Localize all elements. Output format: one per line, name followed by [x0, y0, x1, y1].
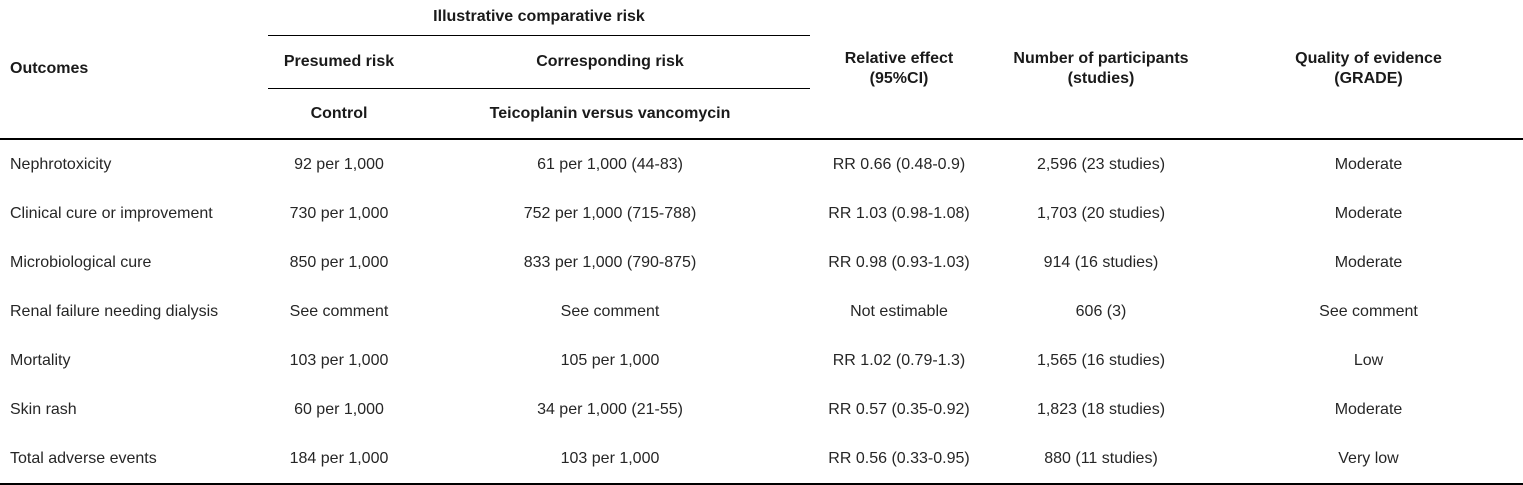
table-row	[0, 238, 1523, 287]
cell-relative-effect: RR 0.56 (0.33-0.95)	[810, 434, 988, 484]
cell-outcome: Microbiological cure	[10, 253, 152, 271]
table-row	[0, 189, 1523, 238]
cell-corresponding-risk: 752 per 1,000 (715-788)	[523, 204, 697, 222]
cell-corresponding-risk: 103 per 1,000	[410, 434, 810, 484]
header-relative-effect-line1: Relative effect	[844, 50, 954, 67]
header-participants	[988, 0, 1214, 139]
cell-quality: Very low	[1214, 434, 1523, 484]
table-row	[0, 287, 1523, 336]
table-row	[0, 336, 1523, 385]
cell-participants: 880 (11 studies)	[988, 434, 1214, 484]
cell-relative-effect: RR 0.66 (0.48-0.9)	[832, 155, 966, 173]
table-row	[0, 434, 1523, 484]
cell-quality: See comment	[1319, 302, 1418, 320]
cell-presumed-risk: 730 per 1,000	[289, 204, 389, 222]
cell-presumed-risk: 850 per 1,000	[289, 253, 389, 271]
cell-outcome: Nephrotoxicity	[10, 155, 112, 173]
cell-relative-effect: RR 1.02 (0.79-1.3)	[832, 351, 966, 369]
cell-outcome: Mortality	[10, 351, 71, 369]
cell-corresponding-risk: 833 per 1,000 (790-875)	[523, 253, 697, 271]
cell-presumed-risk: 184 per 1,000	[268, 434, 410, 484]
cell-outcome: Total adverse events	[0, 434, 268, 484]
cell-presumed-risk: See comment	[289, 302, 389, 320]
cell-corresponding-risk: See comment	[560, 302, 660, 320]
cell-participants: 914 (16 studies)	[1043, 253, 1159, 271]
header-relative-effect	[810, 0, 988, 139]
cell-quality: Low	[1353, 351, 1384, 369]
table-row	[0, 385, 1523, 434]
cell-quality: Moderate	[1334, 253, 1403, 271]
header-presumed-risk: Presumed risk	[268, 36, 410, 89]
cell-corresponding-risk: 61 per 1,000 (44-83)	[537, 155, 683, 173]
header-comparison: Teicoplanin versus vancomycin	[410, 89, 810, 140]
header-control: Control	[268, 89, 410, 140]
cell-relative-effect: RR 0.98 (0.93-1.03)	[828, 253, 970, 271]
cell-participants: 1,565 (16 studies)	[1036, 351, 1166, 369]
cell-corresponding-risk: 34 per 1,000 (21-55)	[537, 400, 683, 418]
cell-quality: Moderate	[1334, 204, 1403, 222]
cell-presumed-risk: 60 per 1,000	[294, 400, 384, 418]
header-illustrative-comparative-risk: Illustrative comparative risk	[268, 0, 810, 36]
header-outcomes: Outcomes	[0, 0, 268, 139]
table-row	[0, 139, 1523, 189]
cell-presumed-risk: 103 per 1,000	[289, 351, 389, 369]
header-quality	[1214, 0, 1523, 139]
cell-corresponding-risk: 105 per 1,000	[560, 351, 660, 369]
cell-relative-effect: RR 0.57 (0.35-0.92)	[828, 400, 970, 418]
cell-quality: Moderate	[1334, 400, 1403, 418]
cell-participants: 1,823 (18 studies)	[1036, 400, 1166, 418]
header-quality-line1: Quality of evidence	[1295, 50, 1442, 67]
cell-outcome: Skin rash	[10, 400, 77, 418]
header-relative-effect-line2: (95%CI)	[869, 70, 929, 87]
header-participants-line1: Number of participants	[1013, 50, 1189, 67]
header-participants-line2: (studies)	[1067, 70, 1135, 87]
header-corresponding-risk: Corresponding risk	[410, 36, 810, 89]
cell-relative-effect: RR 1.03 (0.98-1.08)	[828, 204, 970, 222]
table-header	[0, 0, 1523, 139]
cell-outcome: Renal failure needing dialysis	[10, 302, 219, 320]
cell-outcome: Clinical cure or improvement	[10, 204, 213, 222]
table-body	[0, 139, 1523, 484]
cell-quality: Moderate	[1334, 155, 1403, 173]
cell-participants: 606 (3)	[1075, 302, 1127, 320]
cell-participants: 1,703 (20 studies)	[1036, 204, 1166, 222]
cell-relative-effect: Not estimable	[850, 302, 948, 320]
cell-presumed-risk: 92 per 1,000	[294, 155, 384, 173]
cell-participants: 2,596 (23 studies)	[1036, 155, 1166, 173]
header-quality-line2: (GRADE)	[1334, 70, 1403, 87]
